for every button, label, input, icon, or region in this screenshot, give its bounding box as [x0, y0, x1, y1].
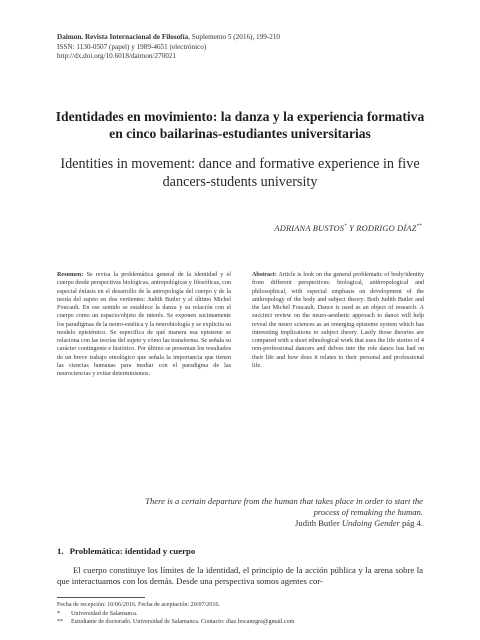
section-number: 1.: [57, 546, 64, 556]
footnote-2: [57, 618, 423, 627]
author-1: ADRIANA BUSTOS: [274, 224, 345, 233]
abstract-spanish-text: Se revisa la problemática general de la identidad y el cuerpo desde perspectivas biológicas, antropológicas y filosóficas, con especial énfasis en el desarrollo de la antropología del cuerpo y de la teoría del sujeto en dos vertientes: Judith Butler y el último Michel Foucault. En ese sentido se establece la danza y su relación con el cuerpo como un espacio/objeto de interés. Se exponen sucintamente los paradigmas de la neuro-estética y la neurobiología y se explicita su modelo epistémico. Se especifica de qué manera esa episteme se relaciona con las teorías del sujeto y cómo las transforma. Se señala su carácter contingente e histórico. Por último se presentan los resultados de un breve trabajo etnológico que señala la importancia que tienen las ciencias humanas para mediar con el paradigma de las neurociencias y evitar determinismos.: [57, 272, 231, 377]
abstract-english-label: Abstract:: [252, 272, 277, 278]
epigraph-quote-line-2: process of remaking the human.: [313, 507, 423, 517]
footnote-1: [57, 610, 423, 619]
title-spanish: Identidades en movimiento: la danza y la experiencia formativa en cinco bailarinas-estudiantes universitarias: [55, 109, 425, 141]
footnote-dates: Fecha de recepción: 10/06/2016. Fecha de aceptación: 20/07/2016.: [57, 602, 220, 608]
footnote-1-text: Universidad de Salamanca.: [71, 610, 138, 617]
journal-doi: http://dx.doi.org/10.6018/daimon/270021: [57, 52, 177, 61]
author-1-mark: *: [344, 224, 347, 230]
journal-citation: [57, 33, 437, 43]
journal-header: [57, 33, 437, 62]
abstract-spanish: [57, 271, 231, 378]
epigraph-author: Judith Butler: [295, 518, 342, 528]
body-paragraph: El cuerpo constituye los límites de la identidad, el principio de la acción pública y la arena sobre la que interactuamos con los demás. Desde una perspectiva somos agentes cor-: [57, 565, 423, 586]
footnotes: [57, 601, 423, 627]
author-connector: Y: [346, 224, 357, 233]
footnote-1-mark: *: [57, 610, 61, 617]
section-heading: [57, 546, 195, 556]
epigraph-attribution: [57, 518, 423, 529]
footnote-2-text: Estudiante de doctorado. Universidad de Salamanca. Contacto: diaz.bocanegra@gmail.com: [71, 619, 295, 626]
section-title: Problemática: identidad y cuerpo: [69, 546, 196, 556]
author-2: RODRIGO DÍAZ: [356, 224, 417, 233]
abstract-english-text: Article is look on the general problematic of body/identity from different perspectives: biological, anthropological and philosophical, with especial emphasis on development of the anthropology of the body and subject theory: Both Judith Butler and the last Michel Foucault. Dance is used as an object of research. A succinct review on the neuro-aesthetic approach to dance will help reveal the neuro sciences as an emerging episteme system which has interesting implications to subject theory. Lastly those theories are compared with a short ethnological work that uses the life stories of 4 non-professional dancers and delves into the role dance has had on their life and how does it relates to their personal and professional life.: [252, 272, 424, 369]
journal-issn: ISSN: 1130-0507 (papel) y 1989-4651 (electrónico): [57, 42, 207, 51]
epigraph-quote-line-1: There is a certain departure from the human that takes place in order to start the: [145, 496, 423, 506]
abstract-spanish-label: Resumen:: [57, 272, 84, 278]
footnote-2-mark: **: [57, 619, 64, 626]
author-2-mark: **: [416, 224, 422, 230]
journal-issue: , Suplemento 5 (2016), 199-210: [188, 33, 281, 41]
abstract-english: [252, 271, 424, 370]
epigraph-work: Undoing Gender: [341, 518, 400, 528]
journal-name: Daimon. Revista Internacional de Filosofía: [57, 33, 189, 41]
authors-line: [274, 224, 422, 233]
title-english: Identities in movement: dance and formative experience in five dancers-students university: [60, 156, 420, 190]
footnote-divider: [57, 597, 145, 598]
epigraph: [57, 496, 423, 529]
epigraph-page: pág 4.: [399, 518, 423, 528]
